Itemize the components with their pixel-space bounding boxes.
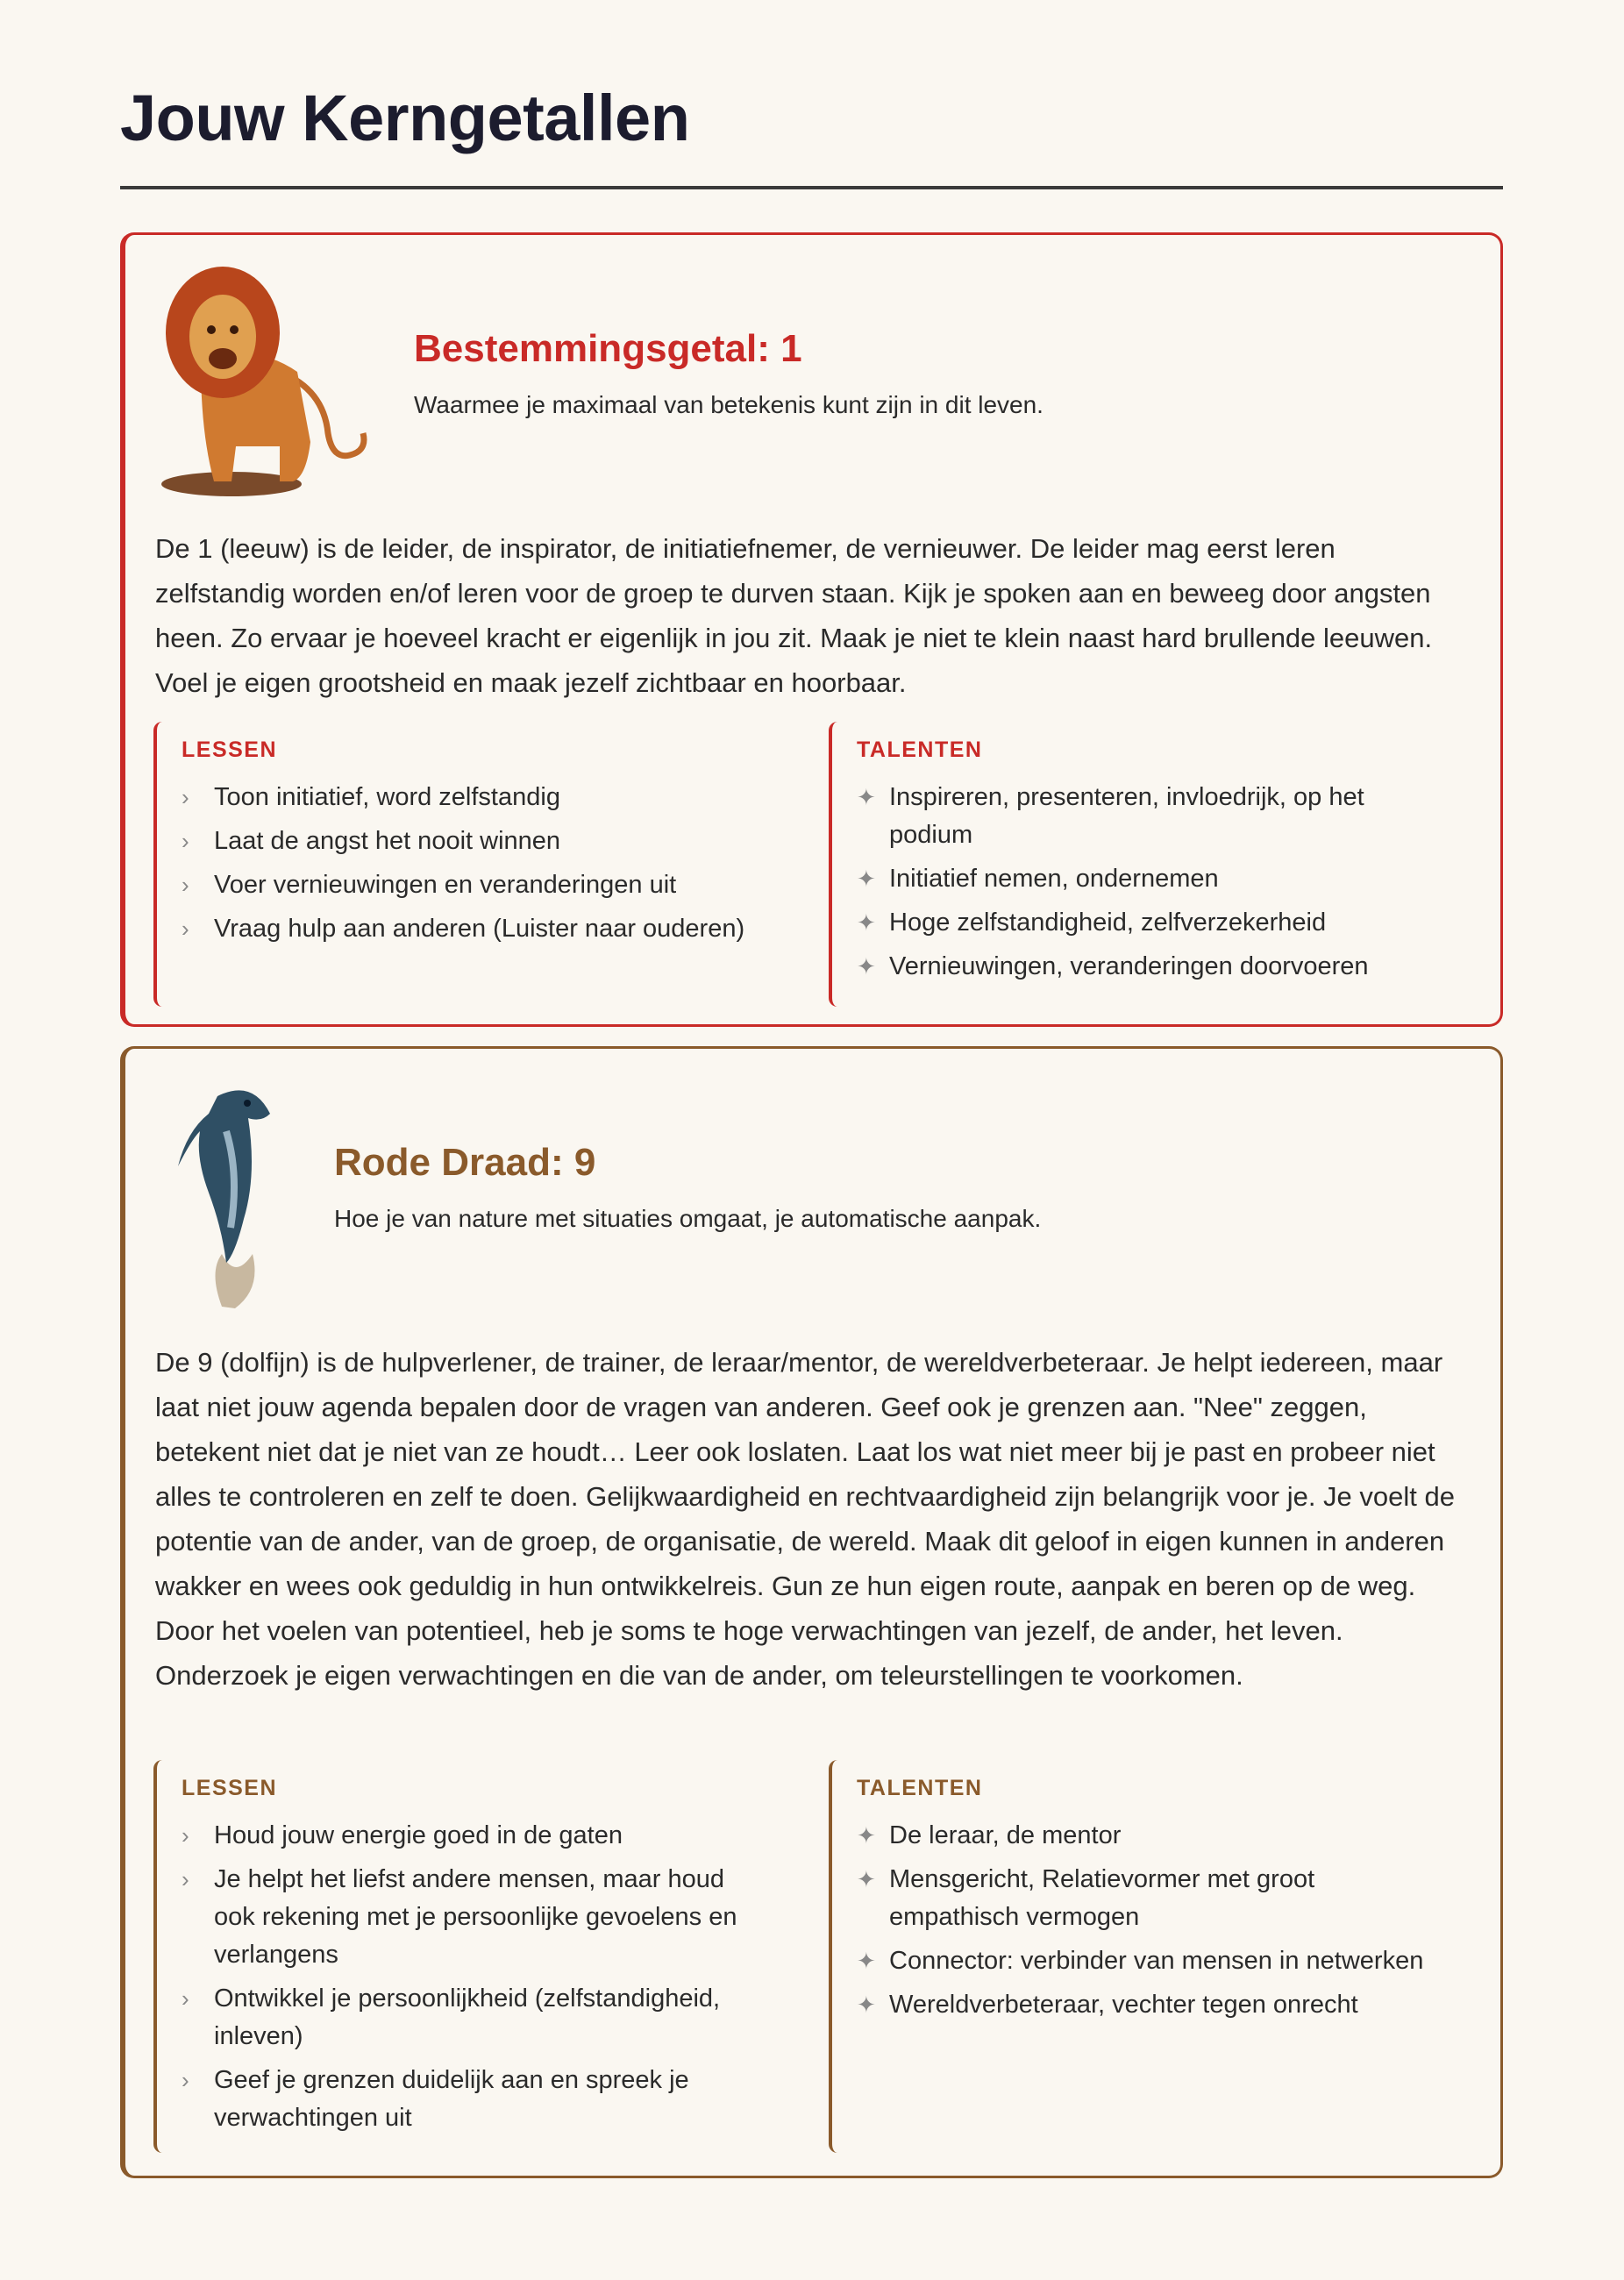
list-item-text: Ontwikkel je persoonlijkheid (zelfstandigheid, inleven)	[214, 1984, 721, 2050]
chevron-right-icon: ›	[182, 784, 189, 810]
list-item-text: Vraag hulp aan anderen (Luister naar ouderen)	[214, 915, 745, 943]
list-item-text: Houd jouw energie goed in de gaten	[214, 1821, 623, 1849]
list-item	[857, 1986, 1425, 2024]
list-item	[182, 1980, 750, 2056]
list-item-text: Toon initiatief, word zelfstandig	[214, 783, 560, 811]
list-item	[857, 904, 1425, 942]
talents-heading: TALENTEN	[857, 737, 983, 762]
chevron-right-icon: ›	[182, 916, 189, 942]
lessons-heading: LESSEN	[182, 1776, 278, 1800]
list-item-text: Vernieuwingen, veranderingen doorvoeren	[889, 952, 1369, 980]
sparkle-icon: ✦	[857, 953, 876, 980]
list-item	[182, 1861, 750, 1974]
destiny-number-card	[120, 232, 1503, 1027]
sparkle-icon: ✦	[857, 909, 876, 936]
sparkle-icon: ✦	[857, 866, 876, 892]
sparkle-icon: ✦	[857, 1822, 876, 1849]
list-item	[857, 1942, 1425, 1980]
talents-heading: TALENTEN	[857, 1776, 983, 1800]
sparkle-icon: ✦	[857, 1948, 876, 1974]
lessons-heading: LESSEN	[182, 737, 278, 762]
chevron-right-icon: ›	[182, 1985, 189, 2012]
lessons-column	[153, 722, 750, 1007]
talents-column	[829, 1760, 1425, 2153]
lessons-list	[182, 1817, 750, 2137]
lessons-list	[182, 779, 750, 948]
list-item	[182, 2062, 750, 2137]
chevron-right-icon: ›	[182, 2067, 189, 2093]
sparkle-icon: ✦	[857, 784, 876, 810]
card-body-text: De 9 (dolfijn) is de hulpverlener, de trainer, de leraar/mentor, de wereldverbeteraar. Je helpt iedereen, maar laat niet jouw agenda bepalen door de vragen van anderen. Geef ook je grenzen aan. "Nee" zeggen, betekent niet dat je niet van ze houdt… Leer ook loslaten. Laat los wat niet meer bij je past en probeer niet alles te controleren en zelf te doen. Gelijkwaardigheid en rechtvaardigheid zijn belangrijk voor je. Je voelt de potentie van de ander, van de groep, de organisatie, de wereld. Maak dit geloof in eigen kunnen in anderen wakker en wees ook geduldig in hun ontwikkelreis. Gun ze hun eigen route, aanpak en beren op de weg. Door het voelen van potentieel, heb je soms te hoge verwachtingen van jezelf, de ander, het leven. Onderzoek je eigen verwachtingen en die van de ander, om teleurstellingen te voorkomen.	[155, 1347, 1455, 1691]
list-item	[857, 948, 1425, 986]
list-item-text: Voer vernieuwingen en veranderingen uit	[214, 871, 677, 899]
title-divider	[120, 186, 1503, 189]
card-body-text: De 1 (leeuw) is de leider, de inspirator, de initiatiefnemer, de vernieuwer. De leider mag eerst leren zelfstandig worden en/of leren voor de groep te durven staan. Kijk je spoken aan en beweeg door angsten heen. Zo ervaar je hoeveel kracht er eigenlijk in jou zit. Maak je niet te klein naast hard brullende leeuwen. Voel je eigen grootsheid en maak jezelf zichtbaar en hoorbaar.	[155, 533, 1433, 698]
list-item	[182, 910, 750, 948]
page-title: Jouw Kerngetallen	[120, 82, 690, 154]
list-item	[182, 1817, 750, 1855]
list-item-text: Hoge zelfstandigheid, zelfverzekerheid	[889, 908, 1327, 937]
card-subtitle: Waarmee je maximaal van betekenis kunt zijn in dit leven.	[414, 391, 1043, 418]
chevron-right-icon: ›	[182, 828, 189, 854]
list-item	[857, 1817, 1425, 1855]
list-item-text: Laat de angst het nooit winnen	[214, 827, 561, 855]
list-item	[182, 779, 750, 816]
talents-column	[829, 722, 1425, 1007]
list-item-text: Geef je grenzen duidelijk aan en spreek je verwachtingen uit	[214, 2066, 689, 2132]
list-item-text: De leraar, de mentor	[889, 1821, 1122, 1849]
list-item	[857, 860, 1425, 898]
list-item-text: Je helpt het liefst andere mensen, maar houd ook rekening met je persoonlijke gevoelens en verlangens	[214, 1865, 737, 1969]
list-item-text: Connector: verbinder van mensen in netwerken	[889, 1947, 1424, 1975]
dolphin-image	[174, 1079, 288, 1315]
chevron-right-icon: ›	[182, 1866, 189, 1892]
chevron-right-icon: ›	[182, 872, 189, 898]
list-item-text: Wereldverbeteraar, vechter tegen onrecht	[889, 1991, 1358, 2019]
card-heading: Bestemmingsgetal: 1	[414, 327, 802, 370]
chevron-right-icon: ›	[182, 1822, 189, 1849]
list-item-text: Mensgericht, Relatievormer met groot empathisch vermogen	[889, 1865, 1315, 1931]
sparkle-icon: ✦	[857, 1866, 876, 1892]
list-item	[857, 1861, 1425, 1936]
list-item	[857, 779, 1425, 854]
card-heading: Rode Draad: 9	[334, 1141, 596, 1184]
common-thread-card	[120, 1046, 1503, 2178]
lion-image	[148, 258, 367, 500]
lessons-column	[153, 1760, 750, 2153]
talents-list	[857, 779, 1425, 986]
list-item-text: Initiatief nemen, ondernemen	[889, 865, 1219, 893]
talents-list	[857, 1817, 1425, 2024]
sparkle-icon: ✦	[857, 1991, 876, 2018]
card-subtitle: Hoe je van nature met situaties omgaat, je automatische aanpak.	[334, 1205, 1042, 1232]
list-item	[182, 823, 750, 860]
list-item-text: Inspireren, presenteren, invloedrijk, op het podium	[889, 783, 1364, 849]
list-item	[182, 866, 750, 904]
